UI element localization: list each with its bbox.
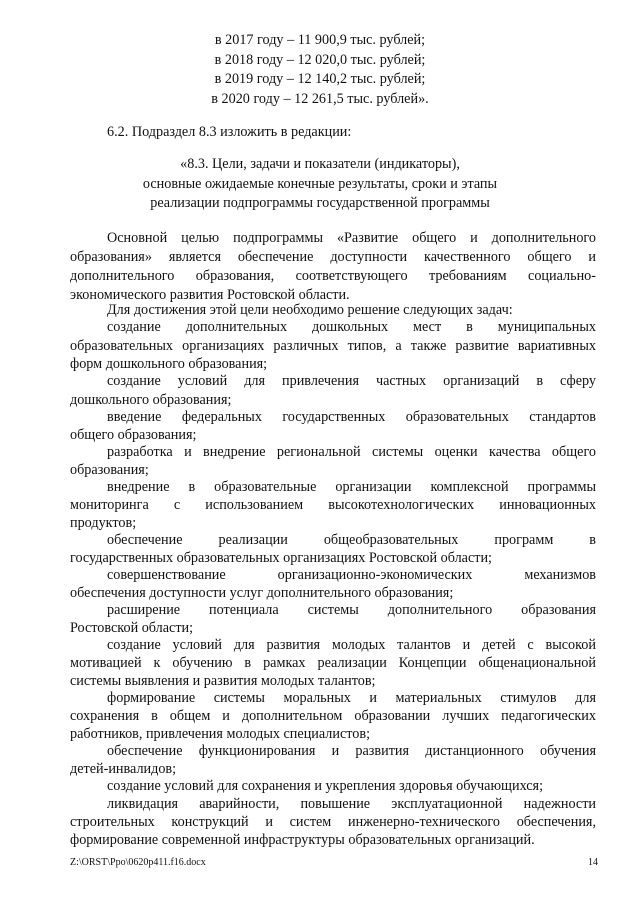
task-line: мониторинга с использованием высокотехнологических инновационных xyxy=(70,497,596,513)
task-line: обеспечение реализации общеобразовательных программ в xyxy=(107,532,596,548)
task-line: системы выявления и развития молодых талантов; xyxy=(70,673,376,689)
task-line: создание условий для сохранения и укрепления здоровья обучающихся; xyxy=(107,778,544,794)
section-heading xyxy=(0,155,640,214)
revenue-line: в 2020 году – 12 261,5 тыс. рублей». xyxy=(211,90,429,107)
task-line: продуктов; xyxy=(70,515,137,531)
revenue-line: в 2017 году – 11 900,9 тыс. рублей; xyxy=(214,32,426,48)
heading-line: «8.3. Цели, задачи и показатели (индикаторы), xyxy=(180,156,460,172)
task-line: внедрение в образовательные организации комплексной программы xyxy=(107,479,596,495)
task-line: государственных образовательных организациях Ростовской области; xyxy=(70,550,492,566)
task-line: создание условий для привлечения частных организаций в сферу xyxy=(107,373,596,389)
paragraph-line: образования» является обеспечение доступности качественного общего и xyxy=(70,249,596,265)
task-line: формирование системы моральных и материальных стимулов для xyxy=(107,690,596,706)
paragraph-line: экономического развития Ростовской области. xyxy=(70,287,350,303)
task-line: формирование современной инфраструктуры образовательных организаций. xyxy=(70,832,535,848)
task-line: мотивацией к обучению в рамках реализации Концепции общенациональной xyxy=(70,655,596,671)
revenue-line: в 2019 году – 12 140,2 тыс. рублей; xyxy=(214,71,426,88)
task-line: введение федеральных государственных образовательных стандартов xyxy=(107,409,596,425)
task-line: образовательных организациях различных типов, а также развитие вариативных xyxy=(70,338,596,354)
task-line: образования; xyxy=(70,462,149,478)
file-path: Z:\ORST\Ppo\0620p411.f16.docx xyxy=(70,857,206,868)
task-line: работников, привлечения молодых специалистов; xyxy=(70,726,371,742)
task-line: обеспечения доступности услуг дополнительного образования; xyxy=(70,585,454,601)
task-line: детей-инвалидов; xyxy=(70,761,177,777)
page-number: 14 xyxy=(588,857,598,868)
task-line: обеспечение функционирования и развития дистанционного обучения xyxy=(107,743,596,759)
paragraph-line: дополнительного образования, соответствующего требованиям социально- xyxy=(70,268,596,284)
task-line: Ростовской области; xyxy=(70,620,194,636)
heading-line: основные ожидаемые конечные результаты, сроки и этапы xyxy=(142,175,498,192)
task-line: дошкольного образования; xyxy=(70,392,232,408)
task-line: ликвидация аварийности, повышение эксплуатационной надежности xyxy=(107,796,596,812)
task-line: строительных конструкций и систем инженерно-технического обеспечения, xyxy=(70,814,596,830)
task-line: расширение потенциала системы дополнительного образования xyxy=(107,602,596,618)
revenue-line: в 2018 году – 12 020,0 тыс. рублей; xyxy=(214,51,426,68)
task-line: совершенствование организационно-экономических механизмов xyxy=(107,567,596,583)
revenue-list xyxy=(0,31,640,109)
task-line: создание дополнительных дошкольных мест в муниципальных xyxy=(107,319,596,335)
paragraph-line: Для достижения этой цели необходимо решение следующих задач: xyxy=(107,302,513,318)
heading-line: реализации подпрограммы государственной программы xyxy=(150,195,490,212)
clause-text: 6.2. Подраздел 8.3 изложить в редакции: xyxy=(107,124,352,140)
task-line: сохранения в общем и дополнительном образовании лучших педагогических xyxy=(70,708,596,724)
task-line: разработка и внедрение региональной системы оценки качества общего xyxy=(107,444,596,460)
task-line: форм дошкольного образования; xyxy=(70,356,268,372)
task-line: создание условий для развития молодых талантов и детей с высокой xyxy=(107,637,596,653)
task-line: общего образования; xyxy=(70,427,197,443)
paragraph-line: Основной целью подпрограммы «Развитие общего и дополнительного xyxy=(107,230,596,246)
